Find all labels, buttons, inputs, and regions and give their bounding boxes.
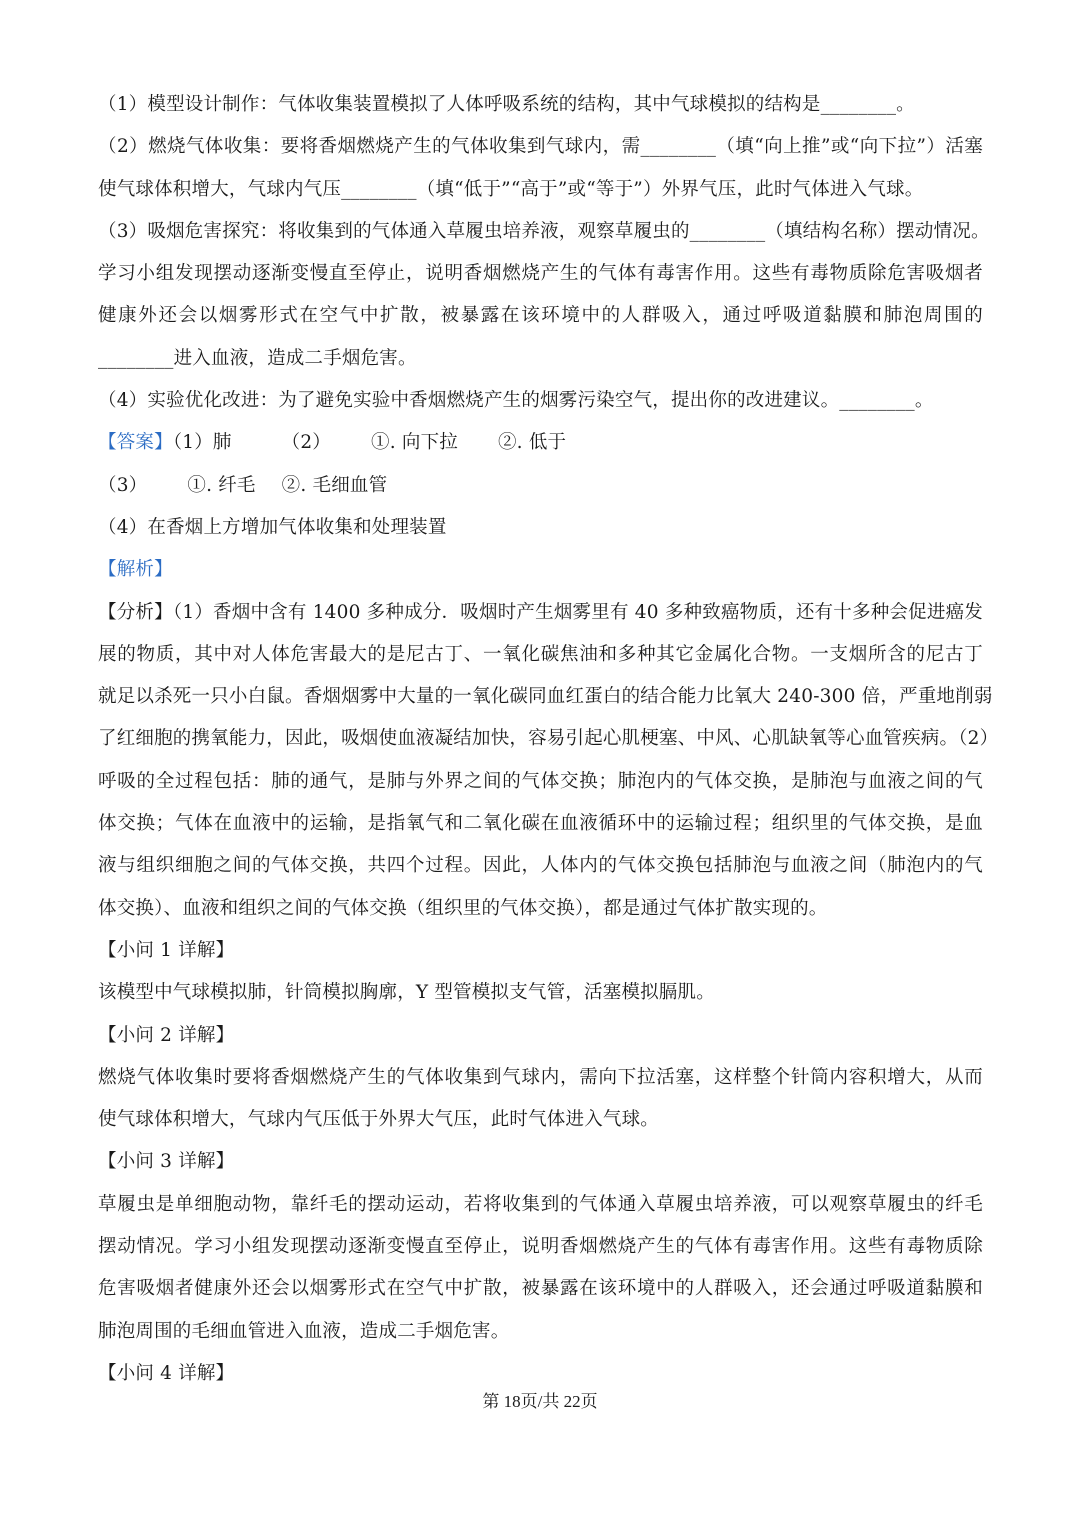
answer-line-2	[98, 465, 983, 507]
answer-4: （4）在香烟上方增加气体收集和处理装置	[98, 516, 447, 538]
answer-3-1: ①. 纤毛	[187, 474, 256, 496]
analysis-line: 呼吸的全过程包括：肺的通气，是肺与外界之间的气体交换；肺泡内的气体交换，是肺泡与血液之间的气	[98, 770, 983, 792]
analysis-line: 液与组织细胞之间的气体交换，共四个过程。因此，人体内的气体交换包括肺泡与血液之间（肺泡内的气	[98, 855, 983, 877]
detail-3-line: 肺泡周围的毛细血管进入血液，造成二手烟危害。	[98, 1320, 510, 1342]
detail-3-line: 摆动情况。学习小组发现摆动逐渐变慢直至停止，说明香烟燃烧产生的气体有毒害作用。这些有毒物质除	[98, 1236, 983, 1258]
analysis-line: 展的物质，其中对人体危害最大的是尼古丁、一氧化碳焦油和多种其它金属化合物。一支烟所含的尼古丁	[98, 643, 983, 665]
analysis-line: 就足以杀死一只小白鼠。香烟烟雾中大量的一氧化碳同血红蛋白的结合能力比氧大 240-300 倍，严重地削弱	[98, 686, 993, 708]
question-2-line-1: （2）燃烧气体收集：要将香烟燃烧产生的气体收集到气球内，需________（填“向上推”或“向下拉”）活塞	[98, 136, 983, 158]
question-3-line-3: 健康外还会以烟雾形式在空气中扩散，被暴露在该环境中的人群吸入，通过呼吸道黏膜和肺泡周围的	[98, 305, 983, 327]
detail-4-heading: 【小问 4 详解】	[98, 1362, 235, 1384]
answer-label: 【答案】	[98, 432, 173, 454]
detail-2-line: 使气球体积增大，气球内气压低于外界大气压，此时气体进入气球。	[98, 1109, 660, 1131]
detail-1-line: 该模型中气球模拟肺，针筒模拟胸廓，Y 型管模拟支气管，活塞模拟膈肌。	[98, 982, 715, 1004]
answer-line-1	[98, 422, 983, 464]
question-4: （4）实验优化改进：为了避免实验中香烟燃烧产生的烟雾污染空气，提出你的改进建议。________。	[98, 390, 934, 412]
analysis-line: 体交换；气体在血液中的运输，是指氧气和二氧化碳在血液循环中的运输过程；组织里的气体交换，是血	[98, 813, 983, 835]
analysis-line: 了红细胞的携氧能力，因此，吸烟使血液凝结加快，容易引起心肌梗塞、中风、心肌缺氧等心血管疾病。（2）	[98, 728, 999, 750]
answer-2-1: ①. 向下拉	[371, 432, 458, 454]
answer-2: （2）	[281, 432, 332, 454]
answer-1: （1）肺	[172, 432, 232, 454]
detail-3-heading: 【小问 3 详解】	[98, 1151, 235, 1173]
analysis-line: 【分析】（1）香烟中含有 1400 多种成分．吸烟时产生烟雾里有 40 多种致癌物质，还有十多种会促进癌发	[98, 601, 983, 623]
detail-3-line: 危害吸烟者健康外还会以烟雾形式在空气中扩散，被暴露在该环境中的人群吸入，还会通过呼吸道黏膜和	[98, 1278, 983, 1300]
answer-2-2: ②. 低于	[497, 432, 567, 454]
question-2-line-2: 使气球体积增大，气球内气压________（填“低于”“高于”或“等于”）外界气压，此时气体进入气球。	[98, 178, 924, 200]
question-1: （1）模型设计制作：气体收集装置模拟了人体呼吸系统的结构，其中气球模拟的结构是________。	[98, 94, 915, 115]
page-number: 第 18页/共 22页	[482, 1392, 598, 1411]
question-3-line-2: 学习小组发现摆动逐渐变慢直至停止，说明香烟燃烧产生的气体有毒害作用。这些有毒物质除危害吸烟者	[98, 263, 983, 285]
document-page	[98, 84, 999, 1395]
detail-2-heading: 【小问 2 详解】	[98, 1024, 235, 1046]
detail-1-heading: 【小问 1 详解】	[98, 939, 235, 961]
detail-3-line: 草履虫是单细胞动物，靠纤毛的摆动运动，若将收集到的气体通入草履虫培养液，可以观察草履虫的纤毛	[98, 1193, 983, 1215]
question-3-line-1: （3）吸烟危害探究：将收集到的气体通入草履虫培养液，观察草履虫的________（填结构名称）摆动情况。	[98, 220, 990, 242]
detail-2-line: 燃烧气体收集时要将香烟燃烧产生的气体收集到气球内，需向下拉活塞，这样整个针筒内容积增大，从而	[98, 1066, 983, 1088]
analysis-label: 【解析】	[98, 559, 173, 581]
question-3-line-4: ________进入血液，造成二手烟危害。	[98, 347, 417, 369]
analysis-line: 体交换）、血液和组织之间的气体交换（组织里的气体交换），都是通过气体扩散实现的。	[98, 897, 828, 919]
answer-3: （3）	[98, 474, 148, 496]
answer-3-2: ②. 毛细血管	[281, 474, 388, 496]
